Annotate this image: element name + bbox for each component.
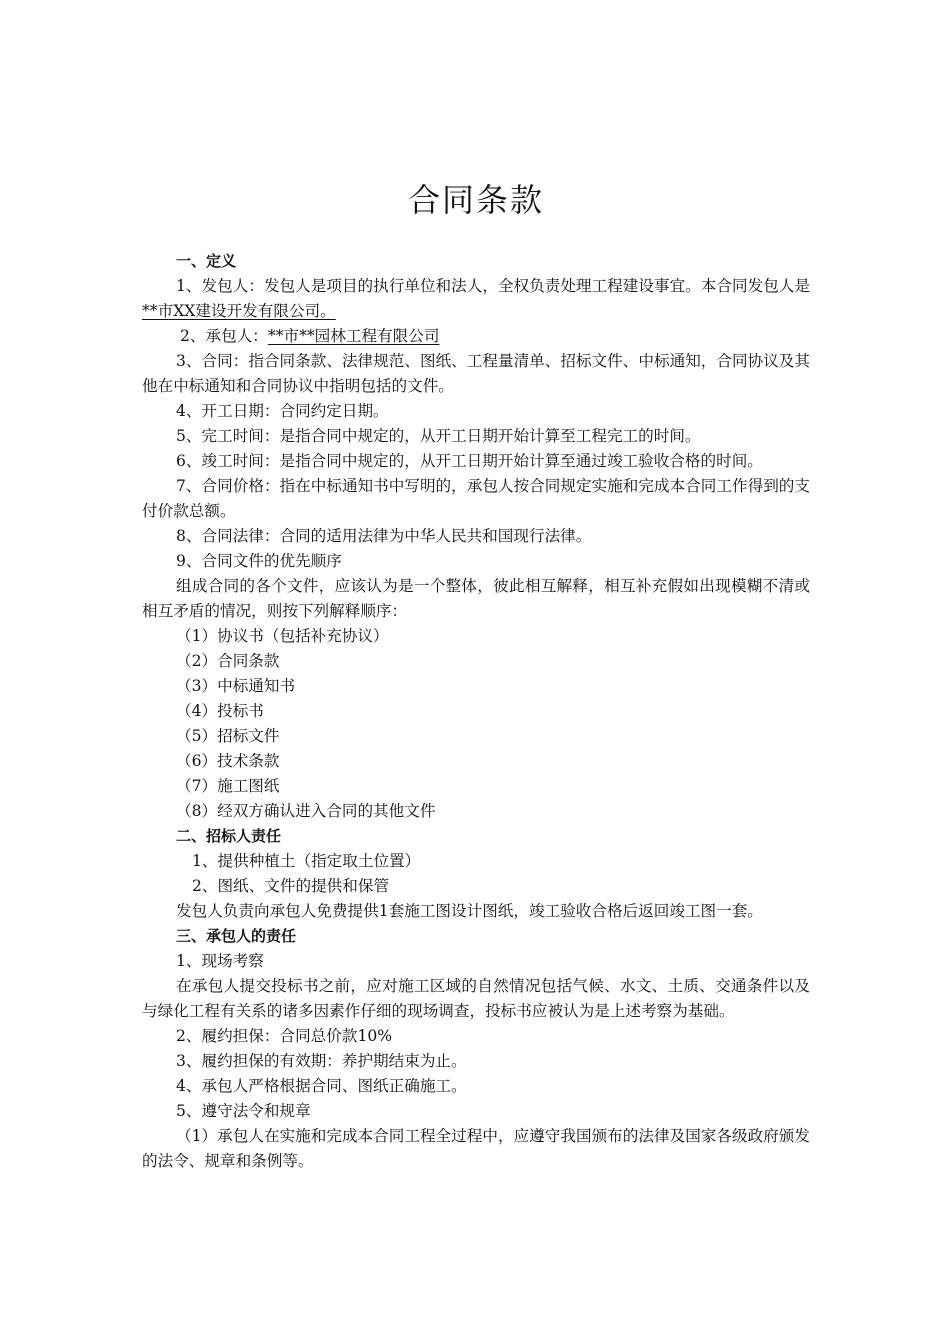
definition-document-priority: 9、合同文件的优先顺序 bbox=[176, 552, 342, 570]
tenderer-duty-item: 2、图纸、文件的提供和保管 bbox=[192, 877, 390, 895]
contractor-duty-item: 3、履约担保的有效期：养护期结束为止。 bbox=[176, 1052, 467, 1070]
definition-employer bbox=[142, 274, 810, 324]
contractor-company-name: **市**园林工程有限公司 bbox=[267, 327, 440, 345]
definition-contractor-label: 2、承包人： bbox=[180, 327, 268, 345]
site-inspection-body: 在承包人提交投标书之前，应对施工区域的自然情况包括气候、水文、土质、交通条件以及与绿化工程有关系的诸多因素作仔细的现场调查，投标书应被认为是上述考察为基础。 bbox=[142, 977, 810, 1020]
priority-list-item: （6）技术条款 bbox=[176, 752, 280, 770]
priority-list-item: （3）中标通知书 bbox=[176, 677, 296, 695]
definition-contract-price: 7、合同价格：指在中标通知书中写明的，承包人按合同规定实施和完成本合同工作得到的支付价款总额。 bbox=[142, 477, 810, 520]
contractor-duty-item: 5、遵守法令和规章 bbox=[176, 1102, 311, 1120]
definition-acceptance-time: 6、竣工时间：是指合同中规定的，从开工日期开始计算至通过竣工验收合格的时间。 bbox=[176, 452, 763, 470]
tenderer-duty-body: 发包人负责向承包人免费提供1套施工图设计图纸，竣工验收合格后返回竣工图一套。 bbox=[176, 902, 763, 920]
contractor-duty-item: 1、现场考察 bbox=[176, 952, 264, 970]
priority-list-item: （4）投标书 bbox=[176, 702, 264, 720]
definition-contract-law: 8、合同法律：合同的适用法律为中华人民共和国现行法律。 bbox=[176, 527, 592, 545]
section-heading-tenderer-duties: 二、招标人责任 bbox=[176, 827, 282, 845]
contractor-duty-item: 4、承包人严格根据合同、图纸正确施工。 bbox=[176, 1077, 467, 1095]
definition-contract: 3、合同：指合同条款、法律规范、图纸、工程量清单、招标文件、中标通知，合同协议及其他在中标通知和合同协议中指明包括的文件。 bbox=[142, 352, 810, 395]
contractor-duty-item: 2、履约担保：合同总价款10% bbox=[176, 1027, 393, 1045]
definition-start-date: 4、开工日期：合同约定日期。 bbox=[176, 402, 389, 420]
definition-completion-time: 5、完工时间：是指合同中规定的，从开工日期开始计算至工程完工的时间。 bbox=[176, 427, 701, 445]
section-heading-contractor-duties: 三、承包人的责任 bbox=[176, 927, 297, 945]
definition-employer-text: 1、发包人：发包人是项目的执行单位和法人，全权负责处理工程建设事宜。本合同发包人是 bbox=[176, 277, 810, 295]
laws-compliance-body: （1）承包人在实施和完成本合同工程全过程中，应遵守我国颁布的法律及国家各级政府颁发的法令、规章和条例等。 bbox=[142, 1127, 810, 1170]
employer-company-name: **市XX建设开发有限公司。 bbox=[142, 302, 336, 320]
priority-list-item: （7）施工图纸 bbox=[176, 777, 280, 795]
document-priority-body: 组成合同的各个文件，应该认为是一个整体，彼此相互解释，相互补充假如出现模糊不清或相互矛盾的情况，则按下列解释顺序： bbox=[142, 577, 810, 620]
tenderer-duty-item: 1、提供种植土（指定取土位置） bbox=[192, 852, 421, 870]
section-heading-definitions: 一、定义 bbox=[176, 252, 237, 270]
priority-list-item: （2）合同条款 bbox=[176, 652, 280, 670]
definition-contractor bbox=[142, 324, 810, 349]
document-title: 合同条款 bbox=[407, 181, 544, 219]
document-body bbox=[142, 249, 810, 1174]
priority-list-item: （5）招标文件 bbox=[176, 727, 280, 745]
priority-list-item: （1）协议书（包括补充协议） bbox=[176, 627, 389, 645]
priority-list-item: （8）经双方确认进入合同的其他文件 bbox=[176, 802, 436, 820]
